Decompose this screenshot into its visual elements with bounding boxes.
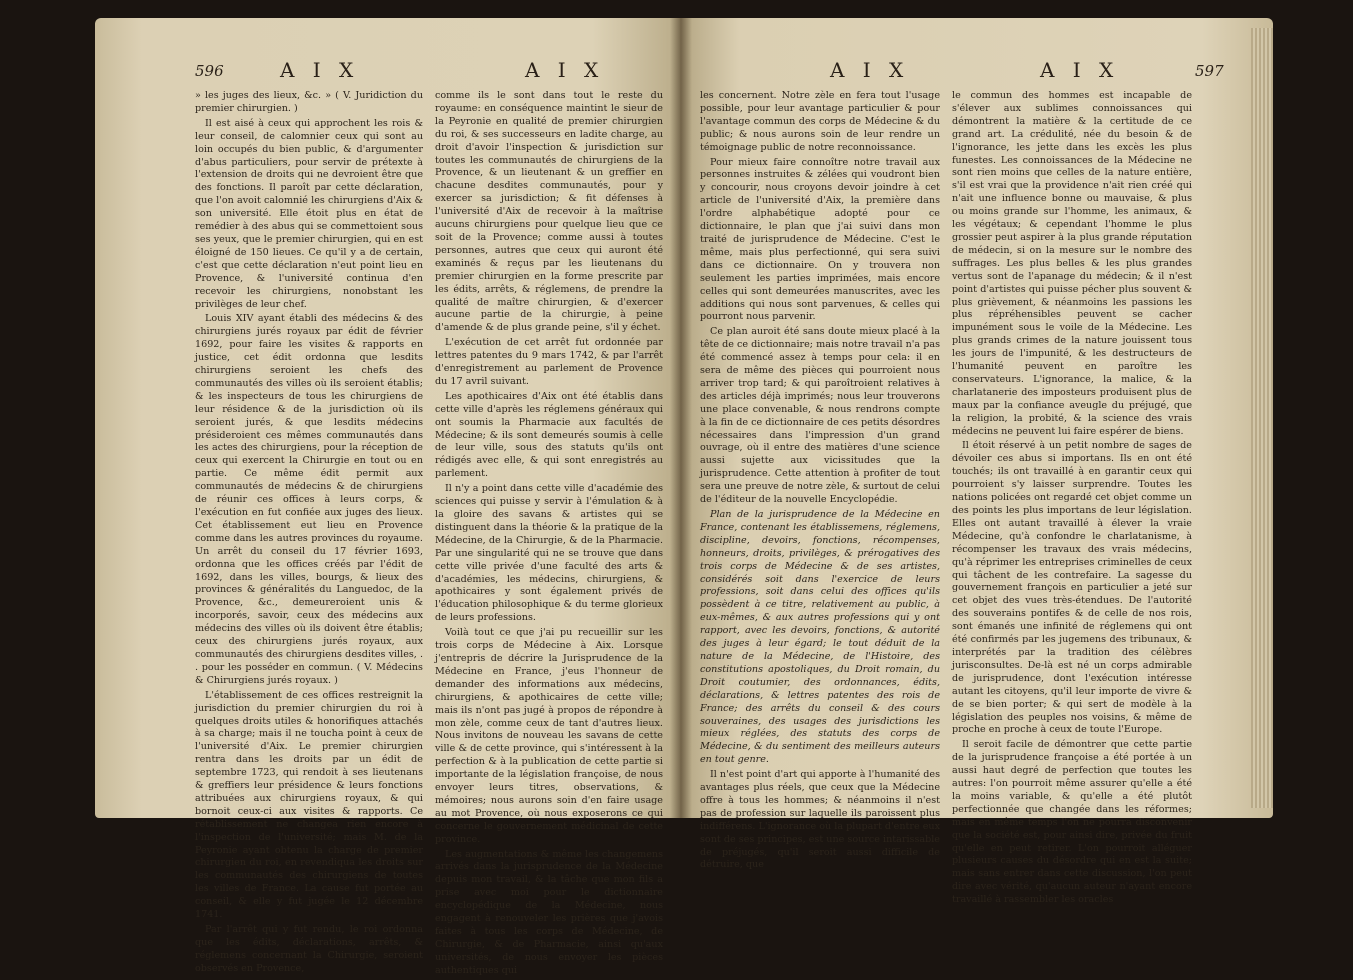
paragraph: Il n'est point d'art qui apporte à l'humanité des avantages plus réels, que ceux que la Médecine offre à tous les hommes; & néanmoins il n'est pas de profession sur laquelle ils paroissent plus indifférens. L'ignorance où la plupart d'entre eux sont de ses principes, est une source intarissable de préjugés, qu'il seroit aussi difficile de détruire, que	[700, 769, 940, 871]
running-head-right-col2: A I X	[1040, 58, 1120, 82]
page-edges	[1251, 28, 1273, 808]
text-column-4	[952, 90, 1192, 909]
paragraph: Les apothicaires d'Aix ont été établis dans cette ville d'après les réglemens généraux qui ont soumis la Pharmacie aux facultés de Médecine; & ils sont demeurés soumis à celle de leur ville, sous des statuts qu'ils ont rédigés avec elle, & qui sont enregistrés au parlement.	[435, 390, 663, 480]
paragraph: Pour mieux faire connoître notre travail aux personnes instruites & zélées qui voudront bien y concourir, nous croyons devoir joindre à cet article de l'université d'Aix, la première dans l'ordre alphabétique adopté pour ce dictionnaire, le plan que j'ai suivi dans mon traité de jurisprudence de Médecine. C'est le même, mais plus perfectionné, qui sera suivi dans ce dictionnaire. On y trouvera non seulement les parties imprimées, mais encore celles qui sont demeurées manuscrites, avec les additions qui nous sont parvenues, & celles qui pourront nous parvenir.	[700, 156, 940, 323]
text-column-2	[435, 90, 663, 980]
paragraph: Il étoit réservé à un petit nombre de sages de dévoiler ces abus si importans. Ils en ont été touchés; ils ont travaillé à en garantir ceux qui pourroient s'y laisser surprendre. Toutes les nations policées ont regardé cet objet comme un des points les plus importans de leur législation. Elles ont autant travaillé à élever la vraie Médecine, qu'à confondre le charlatanisme, à récompenser les travaux des vrais médecins, qu'à réprimer les entreprises criminelles de ceux qui tâchent de les contrefaire. La sagesse du gouvernement françois en particulier a jeté sur cet objet des vues très-étendues. De l'autorité des souverains pontifes & de celle de nos rois, sont émanés une infinité de réglemens qui ont été confirmés par les jugemens des tribunaux, & interprétés par la tradition des célèbres jurisconsultes. De-là est né un corps admirable de jurisprudence, dont l'exécution intéresse autant les citoyens, qu'il leur importe de vivre & de se bien porter; & qui sert de modèle à la législation des peuples nos voisins, & même de proche en proche à ceux de toute l'Europe.	[952, 440, 1192, 736]
paragraph: Il est aisé à ceux qui approchent les rois & leur conseil, de calomnier ceux qui sont au loin occupés du bien public, & d'argumenter d'abus particuliers, pour servir de prétexte à l'extension de droits qui ne devroient être que des fonctions. Il paroît par cette déclaration, que l'on avoit calomnié les chirurgiens d'Aix & son université. Elle étoit plus en état de remédier à des abus qui se commettoient sous ses yeux, que le premier chirurgien, qui en est éloigné de 150 lieues. Ce qu'il y a de certain, c'est que cette déclaration n'eut point lieu en Provence, & l'université continua d'en recevoir les chirurgiens, nonobstant les privilèges de leur chef.	[195, 117, 423, 310]
running-head-right-col1: A I X	[830, 58, 910, 82]
open-book	[95, 18, 1273, 976]
paragraph: comme ils le sont dans tout le reste du royaume: en conséquence maintint le sieur de la Peyronie en qualité de premier chirurgien du roi, & ses successeurs en ladite charge, au droit d'avoir l'inspection & jurisdiction sur toutes les communautés de chirurgiens de la Provence, & un lieutenant & un greffier en chacune desdites communautés, pour y exercer sa jurisdiction; & fit défenses à l'université d'Aix de recevoir à la maîtrise aucuns chirurgiens pour quelque lieu que ce soit de la Provence; comme aussi à toutes personnes, autres que ceux qui auront été examinés & reçus par les lieutenans du premier chirurgien en la forme prescrite par les édits, arrêts, & réglemens, de prendre la qualité de maître chirurgien, & d'exercer aucune partie de la chirurgie, à peine d'amende & de plus grande peine, s'il y échet.	[435, 90, 663, 334]
book-gutter	[670, 18, 692, 818]
paragraph: Par l'arrêt qui y fut rendu, le roi ordonna que les édits, déclarations, arrêts, & réglemens concernant la Chirurgie, seroient observés en Provence,	[195, 924, 423, 974]
paragraph: L'exécution de cet arrêt fut ordonnée par lettres patentes du 9 mars 1742, & par l'arrêt d'enregistrement au parlement de Provence du 17 avril suivant.	[435, 337, 663, 387]
right-page	[680, 18, 1273, 906]
paragraph: Il n'y a point dans cette ville d'académie des sciences qui puisse y servir à l'émulation & à la gloire des savans & artistes qui se distinguent dans la théorie & la pratique de la Médecine, de la Chirurgie, & de la Pharmacie. Par une singularité qui ne se trouve que dans cette ville privée d'une faculté des arts & d'académies, les médecins, chirurgiens, & apothicaires y sont également privés de l'éducation philosophique & du terme glorieux de leurs professions.	[435, 483, 663, 624]
paragraph: Il seroit facile de démontrer que cette partie de la jurisprudence françoise a été portée à un aussi haut degré de perfection que toutes les autres: l'on pourroit même assurer qu'elle a été la moins variable, & qu'elle a été plutôt perfectionnée que changée dans les réformes; mais en même temps l'on ne pourra disconvenir que la société est, pour ainsi dire, privée du fruit qu'elle en peut retirer. L'on pourroit alléguer plusieurs causes du désordre qui en est la suite; mais sans entrer dans cette discussion, l'on peut dire avec vérité, qu'aucun auteur n'ayant encore travaillé à rassembler les oracles	[952, 739, 1192, 906]
running-head-left-col2: A I X	[525, 58, 605, 82]
text-column-3	[700, 90, 940, 874]
running-head-left-col1: A I X	[280, 58, 360, 82]
text-column-1	[195, 90, 423, 978]
page-number-right: 597	[1195, 62, 1224, 80]
left-page	[95, 18, 680, 976]
plan-title: Plan de la jurisprudence de la Médecine en France, contenant les établissemens, réglemens, discipline, devoirs, fonctions, récompenses, honneurs, droits, privilèges, & prérogatives des trois corps de Médecine & de ses artistes, considérés soit dans l'exercice de leurs professions, soit dans celui des offices qu'ils possèdent à ce titre, relativement au public, à eux-mêmes, & aux autres professions qui y ont rapport, avec les devoirs, fonctions, & autorité des juges à leur égard; le tout déduit de la nature de la Médecine, de l'Histoire, des constitutions apostoliques, du Droit romain, du Droit coutumier, des ordonnances, édits, déclarations, & lettres patentes des rois de France; des arrêts du conseil & des cours souveraines, des usages des jurisdictions les mieux réglées, des statuts des corps de Médecine, & du sentiment des meilleurs auteurs en tout genre.	[700, 509, 940, 766]
paragraph: Voilà tout ce que j'ai pu recueillir sur les trois corps de Médecine à Aix. Lorsque j'entrepris de décrire la Jurisprudence de la Médecine en France, j'eus l'honneur de demander des informations aux médecins, chirurgiens, & apothicaires de cette ville; mais ils n'ont pas jugé à propos de répondre à mon zèle, comme ceux de tant d'autres lieux. Nous invitons de nouveau les savans de cette ville & de cette province, qui s'intéressent à la perfection & à la publication de cette partie si importante de la législation françoise, de nous envoyer leurs titres, observations, & mémoires; nous aurons soin d'en faire usage au mot Provence, où nous exposerons ce qui concerne le gouvernement médicinal de cette province.	[435, 627, 663, 845]
paragraph: L'établissement de ces offices restreignit la jurisdiction du premier chirurgien du roi à quelques droits utiles & honorifiques attachés à sa charge; mais il ne toucha point à ceux de l'université d'Aix. Le premier chirurgien rentra dans les droits par un édit de septembre 1723, qui rendoit à ses lieutenans & greffiers leur présidence & leurs fonctions attribuées aux chirurgiens royaux, & qui bornoit ceux-ci aux visites & rapports. Ce rétablissement ne changea rien encore à l'inspection de l'université; mais M. de la Peyronie ayant obtenu la charge de premier chirurgien du roi, en revendiqua les droits sur les communautés des chirurgiens de toutes les villes de France. La cause fut portée au conseil, & elle y fut jugée le 12 décembre 1741.	[195, 689, 423, 921]
page-number-left: 596	[195, 62, 224, 80]
paragraph: Louis XIV ayant établi des médecins & des chirurgiens jurés royaux par édit de février 1692, pour faire les visites & rapports en justice, cet édit ordonna que lesdits chirurgiens seroient les chefs des communautés des villes où ils seroient établis; & les inspecteurs de tous les chirurgiens de leur résidence & de la jurisdiction où ils seroient jurés, & que lesdits médecins présideroient ces mêmes communautés dans les actes des chirurgiens, pour la réception de ceux qui exercent la Chirurgie en tout ou en partie. Ce même édit permit aux communautés de médecins & de chirurgiens de réunir ces offices à leurs corps, & l'exécution en fut confiée aux juges des lieux. Cet établissement eut lieu en Provence comme dans les autres provinces du royaume. Un arrêt du conseil du 17 février 1693, ordonna que les offices créés par l'édit de 1692, dans les villes, bourgs, & lieux des provinces & généralités du Languedoc, de la Provence, &c., demeureroient unis & incorporés, savoir, ceux des médecins aux médecins des villes où ils doivent être établis; ceux des chirurgiens jurés royaux, aux communautés des chirurgiens desdites villes, . . pour les posséder en commun. ( V. Médecins & Chirurgiens jurés royaux. )	[195, 313, 423, 686]
paragraph: Ce plan auroit été sans doute mieux placé à la tête de ce dictionnaire; mais notre travail n'a pas été commencé assez à temps pour cela: il en sera de même des pièces qui pourroient nous arriver trop tard; & qui paroîtroient relatives à des articles déjà imprimés; nous leur trouverons une place convenable, & nous rendrons compte à la fin de ce dictionnaire de ces petits désordres nécessaires dans l'impression d'un grand ouvrage, où il entre des matières d'une science aussi sujette aux vicissitudes que la jurisprudence. Cette attention à profiter de tout sera une preuve de notre zèle, & surtout de celui de l'éditeur de la nouvelle Encyclopédie.	[700, 326, 940, 506]
paragraph: Les augmentations & même les changemens arrivés dans la jurisprudence de la Médecine depuis mon travail, & la tâche que mon fils a prise avec moi pour le dictionnaire encyclopédique de la Médecine, nous engagent à renouveler les prières que j'avois faites à tous les corps de Médecine, de Chirurgie, & de Pharmacie, ainsi qu'aux universités, de nous envoyer les pièces authentiques qui	[435, 848, 663, 976]
paragraph: le commun des hommes est incapable de s'élever aux sublimes connoissances qui démontrent la matière & la certitude de ce grand art. La crédulité, née du besoin & de l'ignorance, les jette dans les excès les plus funestes. Les connoissances de la Médecine ne sont rien moins que celles de la nature entière, s'il est vrai que la providence n'ait rien créé qui n'ait une influence bonne ou mauvaise, & plus ou moins grande sur l'homme, les animaux, & les végétaux; & cependant l'homme le plus grossier peut aspirer à la plus grande réputation de médecin, si on la mesure sur le nombre des suffrages. Les plus belles & les plus grandes vertus sont de l'apanage du médecin; & il n'est point d'artistes qui puisse pécher plus souvent & plus grièvement, & néanmoins les passions les plus répréhensibles peuvent se cacher impunément sous le voile de la Médecine. Les plus grands crimes de la nature jouissent tous les jours de l'impunité, & les destructeurs de l'humanité peuvent en paroître les conservateurs. L'ignorance, la malice, & la charlatanerie des imposteurs produisent plus de maux par la confiance aveugle du préjugé, que la religion, la probité, & la science des vrais médecins ne peuvent lui faire espérer de biens.	[952, 90, 1192, 437]
paragraph: les concernent. Notre zèle en fera tout l'usage possible, pour leur avantage particulier & pour l'avantage commun des corps de Médecine & du public; & nous aurons soin de leur rendre un témoignage public de notre reconnoissance.	[700, 90, 940, 153]
paragraph: » les juges des lieux, &c. » ( V. Juridiction du premier chirurgien. )	[195, 90, 423, 114]
